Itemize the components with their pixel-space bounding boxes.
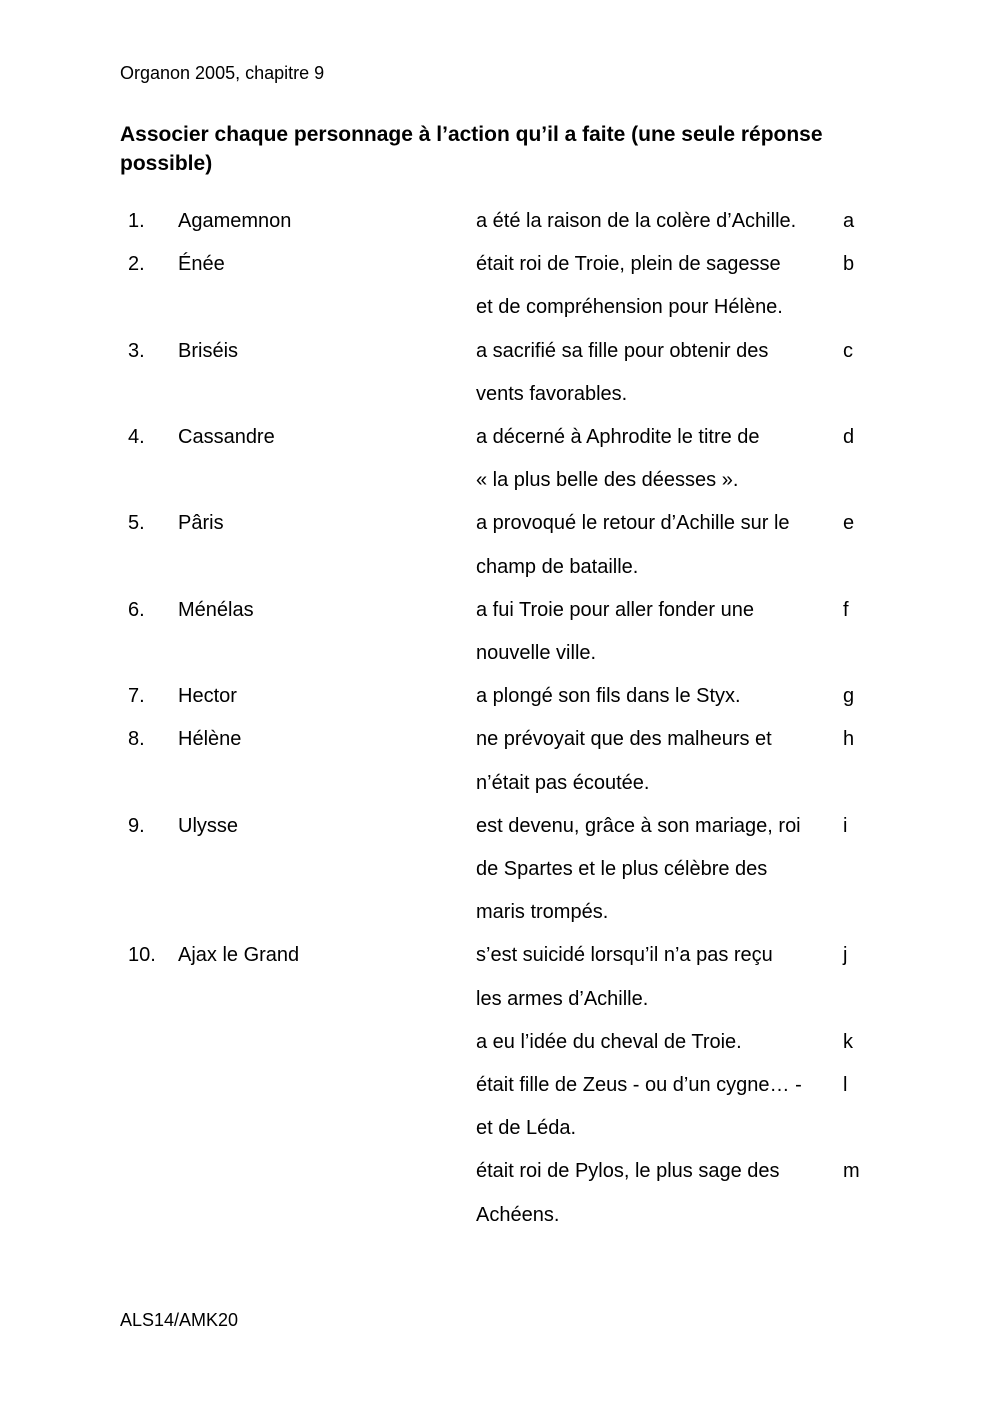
action-letter: j bbox=[843, 944, 848, 967]
action-letter: m bbox=[843, 1160, 860, 1183]
action-text-line: maris trompés. bbox=[476, 901, 609, 924]
action-text-line: est devenu, grâce à son mariage, roi bbox=[476, 814, 801, 837]
action-text-line: nouvelle ville. bbox=[476, 642, 597, 664]
action-text-line: de Spartes et le plus célèbre des bbox=[476, 858, 768, 880]
character-number: 7. bbox=[128, 685, 145, 708]
action-text-line: a fui Troie pour aller fonder une bbox=[476, 598, 754, 621]
character-name: Ajax le Grand bbox=[178, 944, 300, 967]
character-number: 2. bbox=[128, 253, 145, 276]
action-letter: f bbox=[843, 598, 849, 621]
character-number: 6. bbox=[128, 598, 145, 621]
action-text-line: était roi de Troie, plein de sagesse bbox=[476, 253, 781, 276]
character-number: 5. bbox=[128, 512, 145, 535]
exercise-title: Associer chaque personnage à l’action qu’il a faite (une seule réponse possible) bbox=[120, 123, 823, 175]
character-name: Cassandre bbox=[178, 426, 275, 448]
character-name: Briséis bbox=[178, 339, 239, 362]
action-text-line: et de Léda. bbox=[476, 1117, 577, 1140]
character-name: Agamemnon bbox=[178, 210, 292, 232]
action-letter: k bbox=[843, 1030, 853, 1053]
action-text-line: a été la raison de la colère d’Achille. bbox=[476, 210, 797, 232]
action-text-line: a décerné à Aphrodite le titre de bbox=[476, 426, 760, 448]
document-header: Organon 2005, chapitre 9 bbox=[120, 63, 325, 83]
action-text-line: les armes d’Achille. bbox=[476, 987, 649, 1010]
action-letter: e bbox=[843, 512, 855, 535]
character-number: 9. bbox=[128, 814, 145, 837]
action-text-line: a sacrifié sa fille pour obtenir des bbox=[476, 339, 769, 362]
action-text-line: Achéens. bbox=[476, 1203, 560, 1226]
character-name: Ulysse bbox=[178, 814, 239, 837]
action-text-line: s’est suicidé lorsqu’il n’a pas reçu bbox=[476, 944, 773, 967]
action-text-line: a eu l’idée du cheval de Troie. bbox=[476, 1030, 742, 1053]
action-letter: l bbox=[843, 1074, 848, 1096]
action-text-line: vents favorables. bbox=[476, 382, 628, 405]
action-text-line: « la plus belle des déesses ». bbox=[476, 469, 739, 492]
action-letter: c bbox=[843, 339, 853, 362]
action-letter: a bbox=[843, 210, 855, 232]
action-letter: d bbox=[843, 426, 855, 448]
character-name: Hélène bbox=[178, 728, 242, 751]
action-text-line: ne prévoyait que des malheurs et bbox=[476, 728, 772, 751]
character-name: Ménélas bbox=[178, 598, 254, 621]
action-letter: h bbox=[843, 728, 855, 751]
action-text-line: a provoqué le retour d’Achille sur le bbox=[476, 512, 790, 535]
character-number: 10. bbox=[128, 944, 156, 967]
document-footer: ALS14/AMK20 bbox=[120, 1310, 239, 1330]
action-text-line: a plongé son fils dans le Styx. bbox=[476, 685, 741, 708]
character-name: Énée bbox=[178, 253, 225, 276]
action-text-line: et de compréhension pour Hélène. bbox=[476, 296, 783, 319]
action-text-line: n’était pas écoutée. bbox=[476, 771, 650, 794]
character-number: 8. bbox=[128, 728, 145, 751]
action-text-line: champ de bataille. bbox=[476, 555, 639, 578]
action-letter: g bbox=[843, 685, 855, 708]
character-number: 1. bbox=[128, 210, 145, 232]
action-letter: i bbox=[843, 814, 848, 837]
character-name: Hector bbox=[178, 685, 237, 708]
character-number: 3. bbox=[128, 339, 145, 362]
action-text-line: était roi de Pylos, le plus sage des bbox=[476, 1160, 780, 1183]
action-letter: b bbox=[843, 253, 855, 276]
character-name: Pâris bbox=[178, 512, 224, 535]
character-number: 4. bbox=[128, 426, 145, 448]
action-text-line: était fille de Zeus - ou d’un cygne… - bbox=[476, 1074, 802, 1096]
